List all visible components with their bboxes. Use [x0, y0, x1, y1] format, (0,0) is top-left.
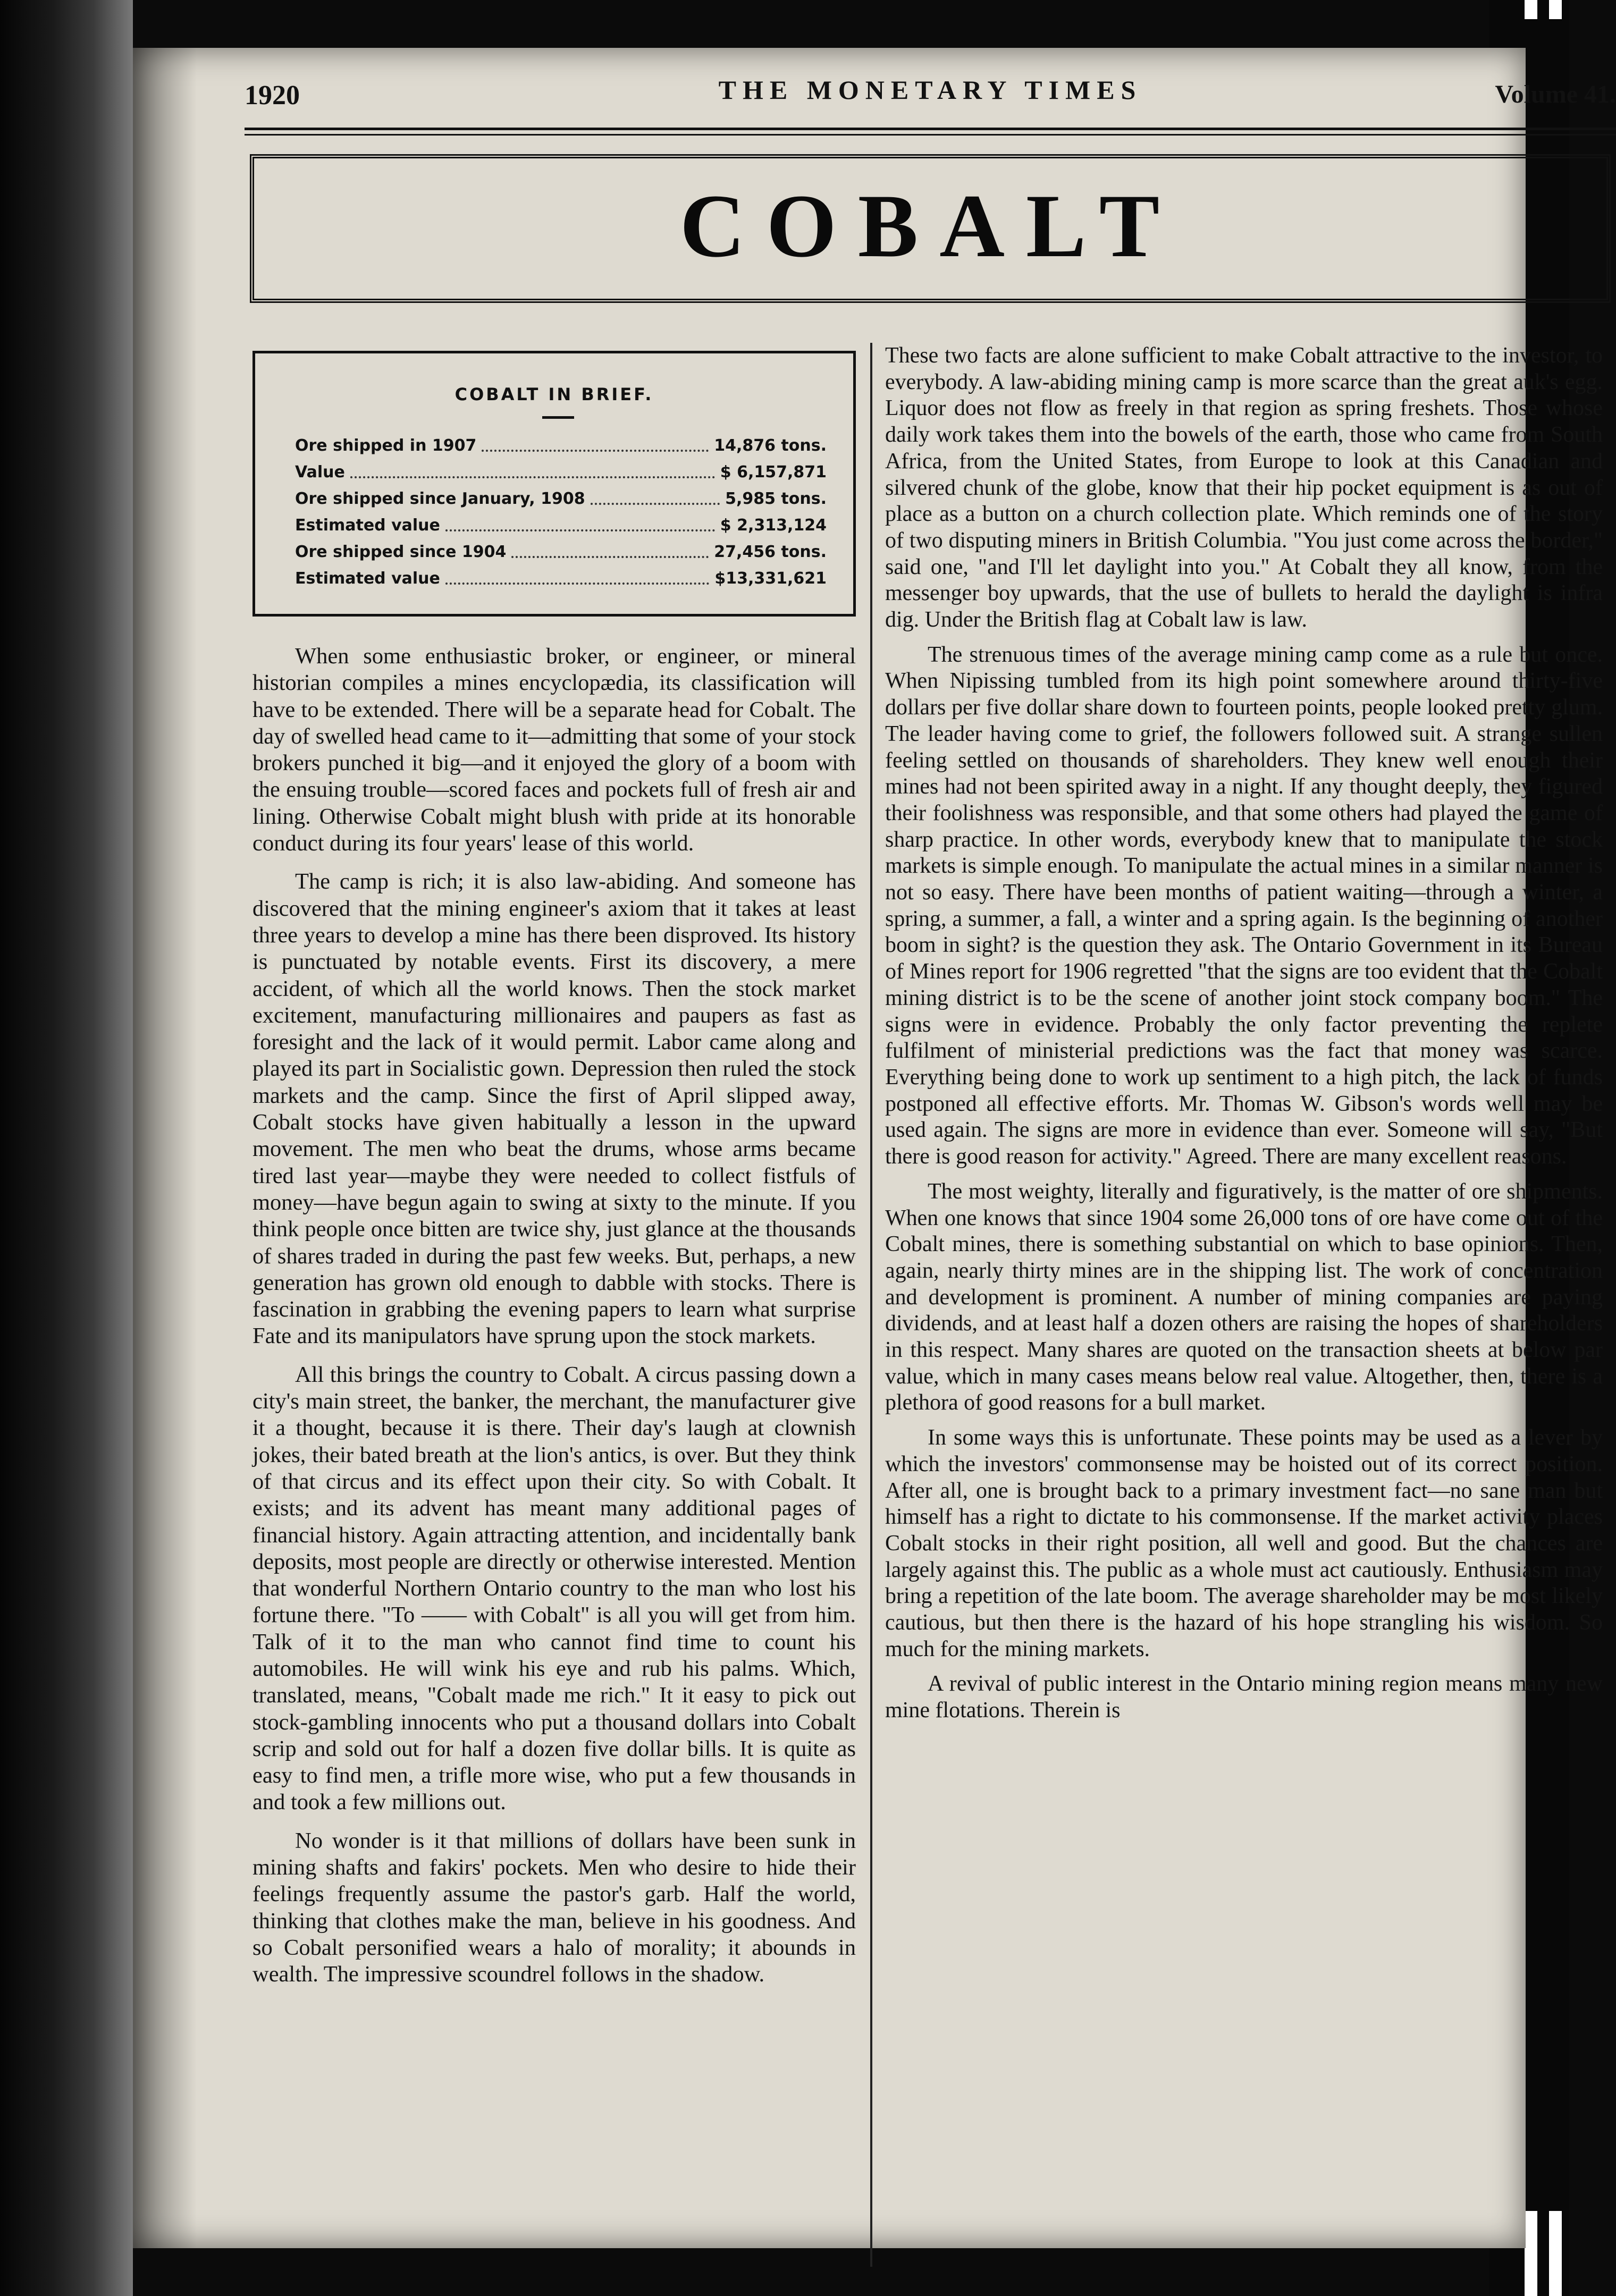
paragraph: The strenuous times of the average mining camp come as a rule but once. When Nipissing tumbled from its high point somewhere around thirty-five dollars per five dollar share down to fourteen points, people looked pretty glum. The leader having come to grief, the followers followed suit. A strange sullen feeling settled on thousands of shareholders. They knew well enough their mines had not been spirited away in a night. If any thought deeply, they figured their foolishness was responsible, and that some others had played the game of sharp practice. In other words, everybody knew that to manipulate the stock markets is simple enough. To manipulate the actual mines in a similar manner is not so easy. There have been months of patient waiting—through a winter, a spring, a summer, a fall, a winter and a spring again. Is the beginning of another boom in sight? is the question they ask. The Ontario Government in its Bureau of Mines report for 1906 regretted "that the signs are too evident that the Cobalt mining district is to be the scene of another joint stock company boom." The signs were in evidence. Probably the only factor preventing the replete fulfilment of ministerial predictions was the fact that money was scarce. Everything being done to work up sentiment to a high pitch, the lack of funds postponed all effective efforts. Mr. Thomas W. Gibson's words well may be used again. The signs are more in evidence than ever. Someone will say, "But there is good reason for activity." Agreed. There are many excellent reasons. — [885, 642, 1603, 1169]
brief-row — [295, 541, 827, 563]
header-rule — [245, 128, 1616, 130]
film-perforation — [1549, 0, 1562, 19]
brief-row-label: Value — [295, 462, 345, 482]
paragraph: No wonder is it that millions of dollars have been sunk in mining shafts and fakirs' pockets. Men who desire to hide their feelings frequently assume the pastor's garb. Half the world, thinking that clothes make the man, believe in his goodness. And so Cobalt personified wears a halo of morality; it abounds in wealth. The impressive scoundrel follows in the shadow. — [252, 1828, 856, 1987]
column-divider — [870, 343, 872, 2267]
page-number: 1920 — [245, 80, 300, 111]
running-header — [245, 69, 1616, 122]
volume-label: Volume 41. — [1495, 80, 1616, 108]
left-column — [252, 643, 856, 2000]
film-perforation — [1549, 2211, 1562, 2296]
article-title-box — [250, 154, 1611, 303]
right-column — [885, 343, 1603, 1733]
brief-row-label: Estimated value — [295, 516, 440, 535]
masthead: THE MONETARY TIMES — [718, 75, 1142, 105]
brief-row — [295, 461, 827, 483]
dot-leader — [350, 466, 715, 478]
brief-row-value: $ 6,157,871 — [720, 462, 827, 482]
dot-leader — [445, 572, 709, 585]
header-rule — [245, 134, 1616, 136]
brief-row-value: 14,876 tons. — [714, 436, 827, 455]
brief-row-label: Estimated value — [295, 569, 440, 588]
dot-leader — [511, 545, 709, 558]
brief-row — [295, 487, 827, 510]
brief-row-label: Ore shipped since January, 1908 — [295, 489, 585, 508]
paragraph: The camp is rich; it is also law-abiding. And someone has discovered that the mining engineer's axiom that it takes at least three years to develop a mine has there been disproved. Its history is punctuated by notable events. First its discovery, a mere accident, of which all the world knows. Then the stock market excitement, manufacturing millionaires and paupers as fast as foresight and the lack of it would permit. Labor came along and played its part in Socialistic gown. Depression then ruled the stock markets and the camp. Since the first of April slipped away, Cobalt stocks have given habitually a lesson in the upward movement. The men who beat the drums, whose arms became tired last year—maybe they were needed to collect fistfuls of money—have begun again to swing at sixty to the minute. If you think people once bitten are twice shy, just glance at the thousands of shares traded in during the past few weeks. But, perhaps, a new generation has grown old enough to dabble with stocks. There is fascination in grabbing the evening papers to learn what surprise Fate and its manipulators have sprung upon the stock markets. — [252, 869, 856, 1349]
paragraph: These two facts are alone sufficient to make Cobalt attractive to the investor, to everybody. A law-abiding mining camp is more scarce than the great auk's egg. Liquor does not flow as freely in that region as spring freshets. Those whose daily work takes them into the bowels of the earth, those who came from South Africa, from the United States, from Europe to look at this Canadian and silvered chunk of the globe, know that their hip pocket equipment is as out of place as a button on a church collection plate. Which reminds one of the story of two disputing miners in British Columbia. "You just come across the border," said one, "and I'll let daylight into you." At Cobalt they all know, from the messenger boy upwards, that the use of bullets to herald the daylight is infra dig. Under the British flag at Cobalt law is law. — [885, 343, 1603, 632]
brief-row-value: 5,985 tons. — [725, 489, 827, 508]
brief-row-value: $13,331,621 — [714, 569, 827, 588]
paragraph: The most weighty, literally and figuratively, is the matter of ore shipments. When one knows that since 1904 some 26,000 tons of ore have come out of the Cobalt mines, there is something substantial on which to base opinions. Then, again, nearly thirty mines are in the shipping list. The work of concentration and development is prominent. A number of mining companies are paying dividends, and at least half a dozen others are raising the hopes of shareholders in this respect. Many shares are quoted on the transaction sheets at below par value, which in many cases means below real value. Altogether, then, there is a plethora of good reasons for a bull market. — [885, 1179, 1603, 1415]
dot-leader — [591, 492, 720, 505]
brief-row — [295, 434, 827, 457]
paragraph: A revival of public interest in the Ontario mining region means many new mine flotations. Therein is — [885, 1672, 1603, 1723]
brief-row-label: Ore shipped since 1904 — [295, 542, 507, 561]
dot-leader — [445, 519, 715, 531]
paragraph: When some enthusiastic broker, or engineer, or mineral historian compiles a mines encyclopædia, its classification will have to be extended. There will be a separate head for Cobalt. The day of swelled head came to it—admitting that some of your stock brokers punched it big—and it enjoyed the glory of a boom with the ensuing trouble—scored faces and pockets full of fresh air and lining. Otherwise Cobalt might blush with pride at its honorable conduct during its four years' lease of this world. — [252, 644, 856, 856]
brief-row-value: 27,456 tons. — [714, 542, 827, 561]
brief-row — [295, 567, 827, 589]
article-title: COBALT — [679, 176, 1181, 276]
film-perforation — [1525, 0, 1537, 19]
brief-row-label: Ore shipped in 1907 — [295, 436, 477, 455]
brief-heading: COBALT IN BRIEF. — [454, 384, 654, 404]
newspaper-page — [133, 48, 1616, 2248]
paragraph: All this brings the country to Cobalt. A circus passing down a city's main street, the banker, the merchant, the manufacturer give it a thought, because it is there. Their day's laugh at clownish jokes, their bated breath at the lion's antics, is over. But they think of that circus and its effect upon their city. So with Cobalt. It exists; and its advent has meant many additional pages of financial history. Again attracting attention, and incidentally bank deposits, most people are directly or otherwise interested. Mention that wonderful Northern Ontario country to the man who lost his fortune there. "To —— with Cobalt" is all you will get from him. Talk of it to the man who cannot find time to count his automobiles. He will wink his eye and rub his palms. Which, translated, means, "Cobalt made me rich." It it easy to pick out stock-gambling innocents who put a thousand dollars into Cobalt scrip and sold out for half a dozen five dollar bills. It is quite as easy to find men, a trifle more wise, who put a few thousands in and took a few millions out. — [252, 1362, 856, 1815]
film-perforation — [1525, 2211, 1537, 2296]
dot-leader — [482, 439, 709, 452]
brief-divider — [542, 416, 574, 419]
brief-row-value: $ 2,313,124 — [720, 516, 827, 535]
paragraph: In some ways this is unfortunate. These points may be used as a lever by which the investors' commonsense may be hoisted out of its correct position. After all, one is brought back to a primary investment fact—no sane man but himself has a right to dictate to his commonsense. If the market activity places Cobalt stocks in their right position, all well and good. But the chances are largely against this. The public as a whole must act cautiously. Enthusiasm may bring a repetition of the late boom. The average shareholder may be most likely cautious, but then there is the hazard of his hope strangling his wisdom. So much for the mining markets. — [885, 1425, 1603, 1661]
brief-row — [295, 514, 827, 536]
microfilm-left-edge — [0, 0, 133, 2296]
cobalt-in-brief-box — [252, 351, 856, 617]
